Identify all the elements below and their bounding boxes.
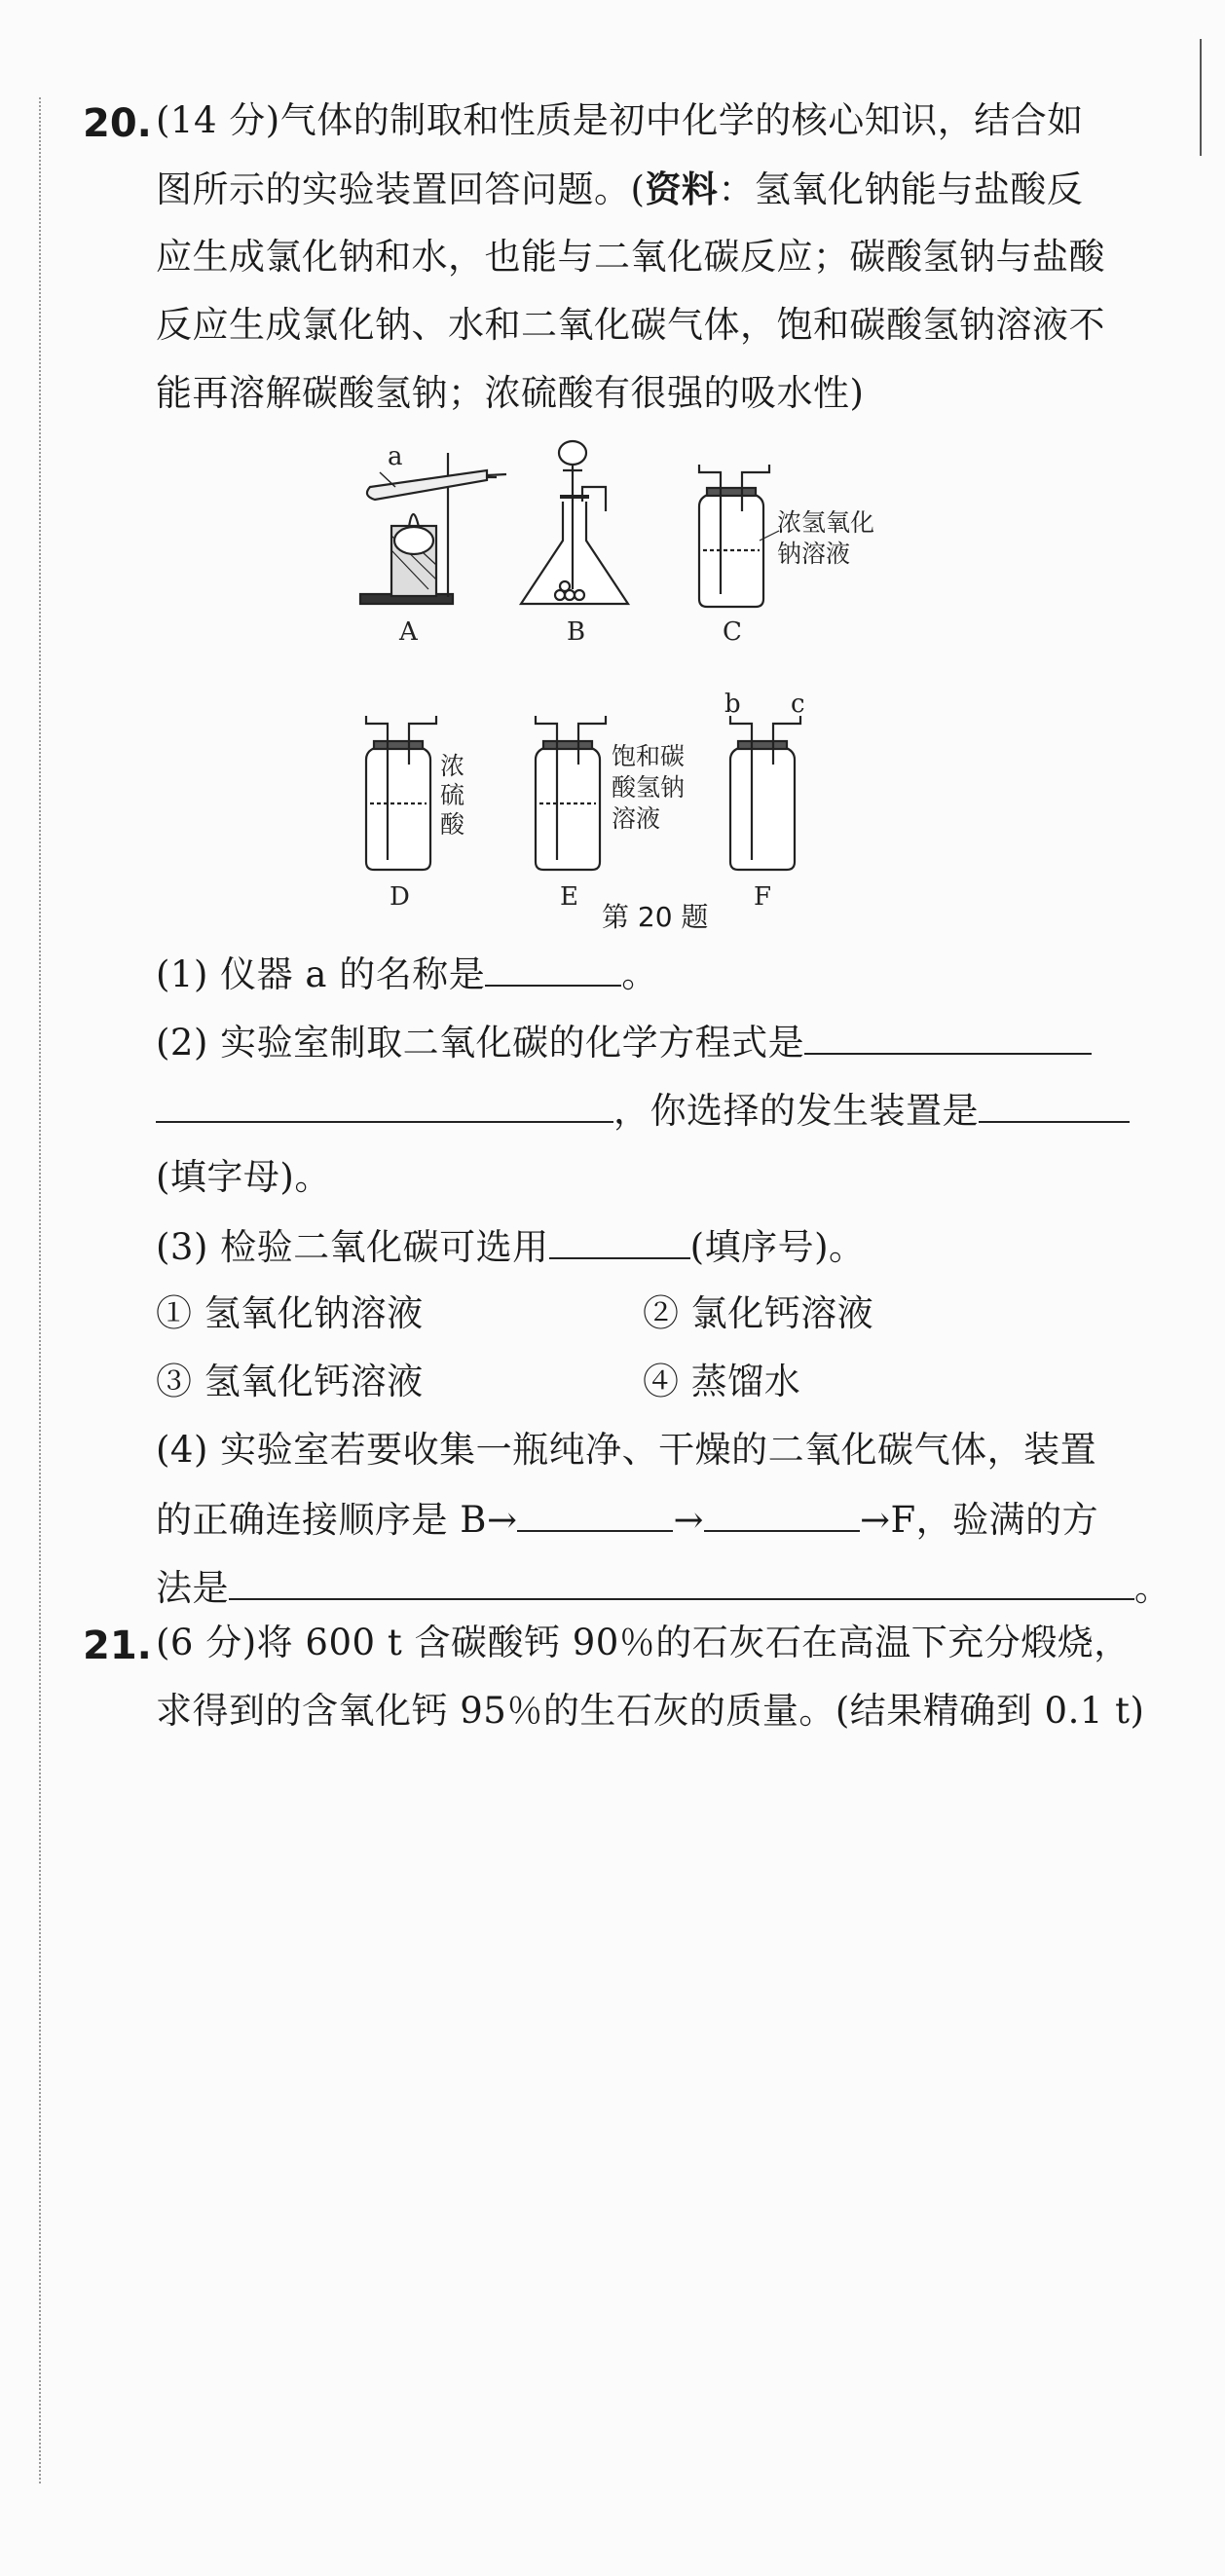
sub1-blank[interactable] [485,950,621,987]
sub3-text: (3) 检验二氧化碳可选用 [156,1226,549,1268]
sub2-equation-blank-2[interactable] [156,1086,613,1123]
binding-margin-line [39,97,41,2483]
sub2-device-text: ，你选择的发生装置是 [613,1090,979,1132]
sub2-text: (2) 实验室制取二氧化碳的化学方程式是 [156,1022,805,1064]
apparatus-a [360,453,506,604]
option-2: ② 氯化钙溶液 [643,1292,874,1334]
resource-text: ：氢氧化钠能与盐酸反 [718,168,1084,210]
apparatus-b [521,441,628,604]
sub4-method-text: 法是 [156,1567,229,1609]
e-solution-1: 饱和碳 [612,742,686,770]
label-a: a [388,442,403,471]
q21-line-2: 求得到的含氧化钙 95％的生石灰的质量。(结果精确到 0.1 t) [156,1690,1145,1732]
c-solution-2: 钠溶液 [777,540,851,568]
e-solution-3: 溶液 [612,804,661,833]
apparatus-d [366,716,436,870]
q20-sub2-line2 [156,1086,1130,1135]
d-solution-3: 酸 [440,810,465,839]
apparatus-f [730,716,800,870]
q20-sub1 [156,950,658,998]
sub3-blank[interactable] [549,1222,690,1259]
sub4-arrow: → [673,1499,704,1541]
sub2-equation-blank-1[interactable] [804,1018,1092,1055]
q20-sub2-line3: (填字母)。 [156,1156,331,1198]
sub3-end: (填序号)。 [689,1226,866,1268]
label-c: c [791,690,805,719]
q20-line-5: 能再溶解碳酸氢钠；浓硫酸有很强的吸水性) [156,372,865,414]
page-edge-mark [1200,39,1202,156]
q21-line-1: (6 分)将 600 t 含碳酸钙 90％的石灰石在高温下充分煅烧， [156,1622,1131,1663]
q20-sub2-line1 [156,1018,1092,1066]
sub4-end: 。 [1134,1567,1171,1609]
q20-line-2-text: 图所示的实验装置回答问题。( [156,168,646,210]
apparatus-figure [351,433,974,940]
option-3: ③ 氢氧化钙溶液 [156,1361,424,1402]
question-20-number: 20. [83,101,152,146]
question-21-number: 21. [83,1624,152,1668]
label-E: E [560,882,578,912]
d-solution-1: 浓 [440,752,465,780]
q20-sub3 [156,1222,866,1271]
figure-caption: 第 20 题 [602,901,709,933]
sub4-blank-1[interactable] [517,1495,673,1532]
apparatus-e [536,716,606,870]
label-B: B [567,617,586,647]
c-solution-1: 浓氢氧化 [777,508,875,537]
sub1-text: (1) 仪器 a 的名称是 [156,953,486,995]
sub4-blank-2[interactable] [704,1495,860,1532]
q20-line-1: (14 分)气体的制取和性质是初中化学的核心知识，结合如 [156,99,1084,141]
resource-label: 资料 [645,168,719,210]
label-D: D [390,882,410,912]
sub4-check-text: →F，验满的方 [859,1499,1099,1541]
q20-line-3: 应生成氯化钠和水，也能与二氧化碳反应；碳酸氢钠与盐酸 [156,236,1105,278]
sub4-method-blank[interactable] [229,1563,1134,1600]
d-solution-2: 硫 [440,781,465,809]
sub4-order-text: 的正确连接顺序是 B→ [156,1499,518,1541]
q20-line-2 [156,166,1083,213]
option-1: ① 氢氧化钠溶液 [156,1292,424,1334]
q20-sub4-line3 [156,1563,1171,1612]
label-F: F [754,882,772,912]
label-b: b [724,690,741,719]
option-4: ④ 蒸馏水 [643,1361,801,1402]
q20-line-4: 反应生成氯化钠、水和二氧化碳气体，饱和碳酸氢钠溶液不 [156,304,1105,346]
label-A: A [399,617,418,647]
sub2-device-blank[interactable] [979,1086,1130,1123]
q20-sub4-line1: (4) 实验室若要收集一瓶纯净、干燥的二氧化碳气体，装置 [156,1429,1097,1471]
sub1-end: 。 [621,953,658,995]
q20-sub4-line2 [156,1495,1098,1544]
label-C: C [723,617,742,647]
e-solution-2: 酸氢钠 [612,773,686,802]
apparatus-c [699,465,779,607]
